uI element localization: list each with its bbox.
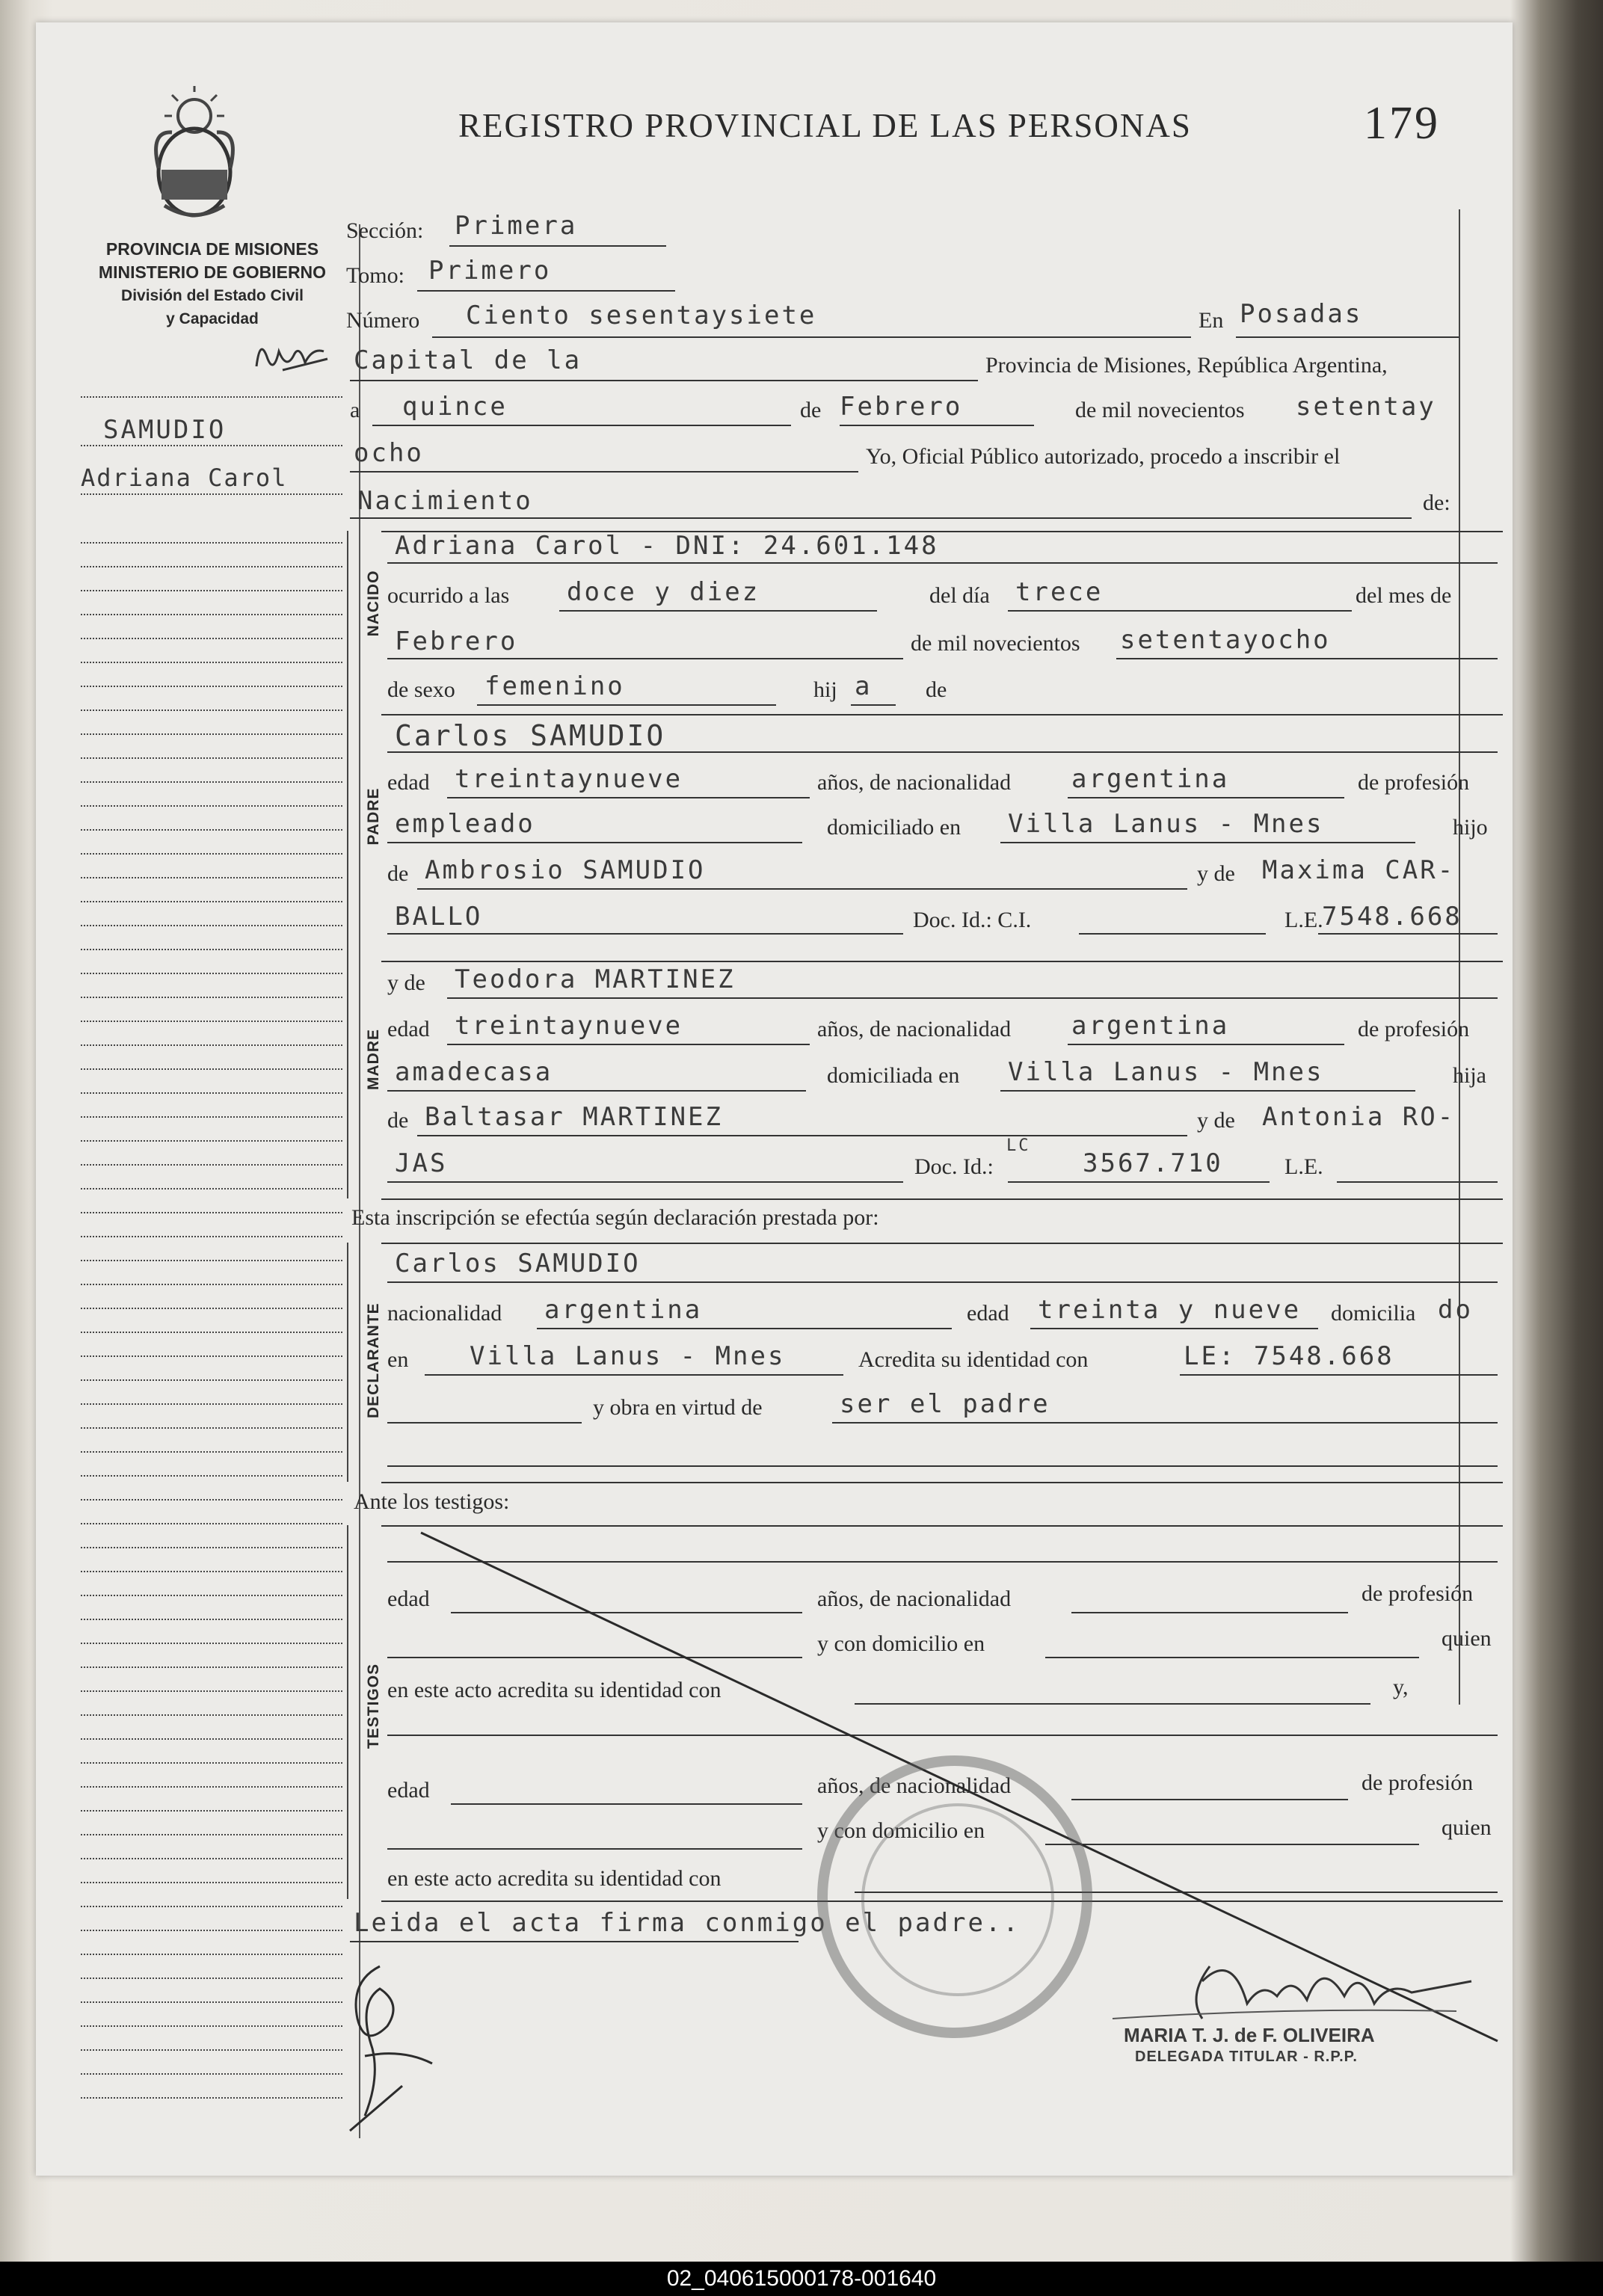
del-dia-label: del día: [929, 583, 990, 608]
madre-doc-label: Doc. Id.:: [914, 1154, 994, 1179]
declarante-en-field: [425, 1374, 843, 1376]
page-number: 179: [1364, 98, 1440, 149]
declarante-obra-label: y obra en virtud de: [593, 1395, 763, 1420]
madre-doc-value: 3567.710: [1083, 1148, 1223, 1178]
testigo1-quien-label: quien: [1442, 1626, 1492, 1651]
year-field: [350, 471, 858, 473]
padre-prof-value: empleado: [395, 809, 535, 839]
margin-line: [81, 710, 342, 711]
dia-field: [1008, 610, 1352, 612]
padre-mother-value-continued: BALLO: [395, 902, 483, 932]
margin-line: [81, 1140, 342, 1142]
day-field: [372, 425, 791, 426]
margin-line: [81, 925, 342, 926]
margin-line: [81, 1068, 342, 1070]
seccion-value: Primera: [455, 211, 578, 241]
numero-label: Número: [346, 308, 420, 333]
nacido-name-field: [387, 562, 1498, 564]
margin-line: [81, 1762, 342, 1764]
padre-ci-field: [1079, 933, 1266, 935]
margin-line: [81, 2097, 342, 2099]
margin-line: [81, 2073, 342, 2075]
left-margin-panel: [66, 224, 360, 2138]
declarante-en-value: Villa Lanus - Mnes: [470, 1341, 786, 1371]
madre-prof-field: [387, 1090, 806, 1092]
margin-line: [81, 1355, 342, 1357]
margin-line: [81, 1858, 342, 1859]
sexo-value: femenino: [484, 671, 625, 701]
numero-value: Ciento sesentaysiete: [466, 301, 817, 330]
right-border: [1459, 209, 1460, 1705]
testigo2-edad-label: edad: [387, 1778, 430, 1803]
madre-mother-value: Antonia RO-: [1262, 1102, 1456, 1132]
padre-de-label: de: [387, 861, 409, 886]
mes-value: Febrero: [395, 627, 518, 656]
margin-line: [81, 1188, 342, 1189]
margin-line: [81, 1332, 342, 1333]
madre-nac-value: argentina: [1071, 1011, 1230, 1041]
margin-given-names: Adriana Carol: [81, 464, 288, 492]
margin-line: [81, 1810, 342, 1812]
testigo2-prof-label: de profesión: [1362, 1770, 1474, 1795]
margin-line: [81, 1666, 342, 1668]
margin-line: [81, 853, 342, 855]
ocurrido-label: ocurrido a las: [387, 583, 510, 608]
section-separator: [381, 961, 1503, 962]
padre-le-label: L.E.: [1284, 908, 1323, 932]
place-value: Capital de la: [354, 345, 582, 375]
margin-line: [81, 1236, 342, 1237]
seccion-label: Sección:: [346, 218, 424, 243]
declarante-nac-field: [537, 1328, 952, 1329]
margin-line: [81, 1547, 342, 1548]
mil-label: de mil novecientos: [1075, 398, 1245, 422]
madre-yde2-label: y de: [1197, 1108, 1235, 1133]
testigo1-acredita-label: en este acto acredita su identidad con: [387, 1678, 721, 1702]
issuer-block: [66, 238, 359, 330]
padre-dom-field: [1000, 842, 1415, 843]
margin-line: [81, 733, 342, 735]
margin-line: [81, 1786, 342, 1788]
en-value: Posadas: [1240, 299, 1363, 329]
padre-nac-field: [1068, 797, 1344, 798]
margin-line: [81, 973, 342, 974]
margin-line: [81, 614, 342, 615]
madre-father-field: [417, 1135, 1187, 1136]
margin-line: [81, 1978, 342, 1979]
sexo-label: de sexo: [387, 677, 455, 702]
margin-line: [81, 1954, 342, 1955]
padre-edad-label: edad: [387, 770, 430, 795]
testigo1-dom-label: y con domicilio en: [817, 1631, 985, 1656]
madre-name: Teodora MARTINEZ: [455, 964, 736, 994]
official-seal: [817, 1755, 1092, 2038]
hij-label: hij: [813, 677, 837, 702]
margin-line: [81, 566, 342, 567]
margin-line: [81, 1906, 342, 1907]
year-value-continued: ocho: [354, 438, 424, 468]
madre-de-label: de: [387, 1108, 409, 1133]
madre-hija-label: hija: [1453, 1063, 1486, 1088]
margin-line: [81, 1930, 342, 1931]
margin-line: [81, 2025, 342, 2027]
mil-label-nacido: de mil novecientos: [911, 631, 1080, 656]
padre-father-field: [417, 888, 1187, 890]
yo-text: Yo, Oficial Público autorizado, procedo a inscribir el: [866, 444, 1341, 469]
en-label: En: [1199, 308, 1224, 333]
del-mes-label: del mes de: [1356, 583, 1452, 608]
margin-line: [81, 1284, 342, 1285]
testigo1-y-label: y,: [1393, 1675, 1409, 1699]
madre-edad-value: treintaynueve: [455, 1011, 683, 1041]
testigo1-edad-label: edad: [387, 1586, 430, 1611]
margin-line: [81, 1451, 342, 1453]
coat-of-arms-icon: [142, 86, 247, 221]
testigo2-anos-label: años, de nacionalidad: [817, 1773, 1012, 1798]
padre-yde-label: y de: [1197, 861, 1235, 886]
mes-field: [387, 658, 903, 659]
margin-line: [81, 1403, 342, 1405]
official-name-stamp: MARIA T. J. de F. OLIVEIRA: [1124, 2024, 1375, 2046]
testigos-intro: Ante los testigos:: [354, 1489, 510, 1514]
margin-line: [81, 901, 342, 902]
madre-edad-field: [447, 1044, 810, 1045]
padre-prof-field: [387, 842, 802, 843]
anio-value: setentayocho: [1120, 625, 1331, 655]
madre-le-field: [1337, 1181, 1498, 1183]
margin-line: [81, 877, 342, 878]
padre-dom-label: domiciliado en: [827, 815, 962, 840]
dia-value: trece: [1015, 577, 1104, 607]
declarante-acredita-value: LE: 7548.668: [1184, 1341, 1394, 1371]
padre-anos-label: años, de nacionalidad: [817, 770, 1012, 795]
declarante-nac-value: argentina: [544, 1295, 703, 1325]
declarante-blank-field: [387, 1422, 582, 1424]
de-colon: de:: [1423, 490, 1450, 515]
act-value: Nacimiento: [357, 486, 533, 516]
margin-line: [81, 1619, 342, 1620]
declarante-name: Carlos SAMUDIO: [395, 1249, 641, 1278]
padre-label: PADRE: [365, 787, 382, 846]
margin-line: [81, 445, 342, 446]
declarante-label: DECLARANTE: [365, 1302, 382, 1418]
padre-nac-value: argentina: [1071, 764, 1230, 794]
padre-mother-value: Maxima CAR-: [1262, 855, 1456, 885]
issuer-province: PROVINCIA DE MISIONES: [105, 239, 319, 259]
section-separator: [381, 1482, 1503, 1483]
margin-line: [81, 1714, 342, 1716]
margin-line: [81, 2001, 342, 2003]
padre-le-value: 7548.668: [1322, 902, 1462, 932]
testigo1-prof-label: de profesión: [1362, 1581, 1474, 1606]
margin-line: [81, 1427, 342, 1429]
margin-line: [81, 1595, 342, 1596]
hora-value: doce y diez: [567, 577, 760, 607]
madre-prof-label: de profesión: [1358, 1017, 1470, 1041]
madre-dom-value: Villa Lanus - Mnes: [1008, 1057, 1324, 1087]
madre-le-label: L.E.: [1284, 1154, 1323, 1179]
year-value: setentay: [1296, 392, 1436, 422]
padre-dom-value: Villa Lanus - Mnes: [1008, 809, 1324, 839]
madre-dom-label: domiciliada en: [827, 1063, 960, 1088]
testigo1-anos-label: años, de nacionalidad: [817, 1586, 1012, 1611]
de-label: de: [800, 398, 822, 422]
numero-field: [432, 336, 1191, 338]
padre-prof-label: de profesión: [1358, 770, 1470, 795]
declarante-name-field: [387, 1281, 1498, 1283]
margin-line: [81, 1379, 342, 1381]
padre-mother-field: [387, 933, 903, 935]
margin-line: [81, 1044, 342, 1046]
margin-line: [81, 805, 342, 807]
margin-line: [81, 396, 342, 398]
madre-mother-value-continued: JAS: [395, 1148, 448, 1178]
margin-line: [81, 949, 342, 950]
margin-line: [81, 1523, 342, 1524]
padre-edad-field: [447, 797, 810, 798]
margin-line: [81, 2049, 342, 2051]
padre-le-field: [1318, 933, 1498, 935]
madre-prof-value: amadecasa: [395, 1057, 553, 1087]
margin-line: [81, 1690, 342, 1692]
declarant-signature: [335, 1936, 499, 2146]
provincia-text: Provincia de Misiones, República Argentina,: [985, 353, 1388, 378]
register-page: [36, 22, 1513, 2176]
testigo2-dom-label: y con domicilio en: [817, 1818, 985, 1843]
image-id-caption: 02_040615000178-001640: [0, 2262, 1603, 2296]
padre-doc-label: Doc. Id.: C.I.: [913, 908, 1032, 932]
madre-label: MADRE: [365, 1029, 382, 1090]
closing-text: Leida el acta firma conmigo el padre..: [354, 1908, 1021, 1938]
a-label: a: [350, 398, 360, 422]
tomo-field: [417, 290, 675, 292]
margin-line: [81, 1116, 342, 1118]
margin-line: [81, 757, 342, 759]
hora-field: [559, 610, 877, 612]
initials-signature: [253, 329, 335, 381]
issuer-ministry: MINISTERIO DE GOBIERNO: [98, 262, 327, 282]
margin-line: [81, 1834, 342, 1835]
padre-name: Carlos SAMUDIO: [395, 719, 666, 752]
month-value: Febrero: [840, 392, 963, 422]
issuer-division: División del Estado Civil: [121, 287, 304, 304]
sexo-field: [477, 704, 776, 706]
margin-line: [81, 781, 342, 783]
margin-line: [81, 1643, 342, 1644]
declaracion-text: Esta inscripción se efectúa según declaración prestada por:: [351, 1205, 879, 1230]
en-field: [1236, 336, 1460, 338]
seccion-field: [449, 245, 666, 247]
page-title: REGISTRO PROVINCIAL DE LAS PERSONAS: [458, 107, 1192, 144]
nacido-name: Adriana Carol - DNI: 24.601.148: [395, 531, 939, 561]
margin-line: [81, 493, 342, 495]
declarante-obra-value: ser el padre: [840, 1389, 1050, 1419]
margin-line: [81, 829, 342, 831]
declarante-acredita-field: [1180, 1374, 1498, 1376]
margin-line: [81, 1092, 342, 1094]
official-title-stamp: DELEGADA TITULAR - R.P.P.: [1135, 2049, 1358, 2065]
declarante-nac-label: nacionalidad: [387, 1301, 502, 1326]
de-label-nacido: de: [926, 677, 947, 702]
margin-line: [81, 997, 342, 998]
margin-line: [81, 1499, 342, 1501]
declarante-extra-field: [387, 1465, 1498, 1467]
madre-father-value: Baltasar MARTINEZ: [425, 1102, 723, 1132]
margin-line: [81, 1571, 342, 1572]
day-value: quince: [402, 392, 508, 422]
testigo2-quien-label: quien: [1442, 1815, 1492, 1840]
section-separator: [381, 714, 1503, 715]
place-field: [350, 380, 978, 381]
anio-field: [1116, 658, 1498, 659]
tomo-value: Primero: [428, 256, 552, 286]
section-separator: [381, 1243, 1503, 1244]
declarante-edad-label: edad: [967, 1301, 1009, 1326]
margin-line: [81, 1475, 342, 1477]
madre-doc-type: LC: [1006, 1136, 1031, 1155]
testigo2-acredita-label: en este acto acredita su identidad con: [387, 1866, 721, 1891]
margin-line: [81, 590, 342, 591]
margin-line: [81, 662, 342, 663]
madre-yde-label: y de: [387, 970, 425, 995]
margin-line: [81, 542, 342, 544]
margin-line: [81, 686, 342, 687]
testigos-label: TESTIGOS: [365, 1663, 382, 1749]
padre-name-field: [387, 751, 1498, 753]
margin-line: [81, 1260, 342, 1261]
madre-mother-field: [387, 1181, 903, 1183]
margin-line: [81, 1164, 342, 1166]
margin-line: [81, 1212, 342, 1213]
margin-line: [81, 1738, 342, 1740]
padre-hijo-label: hijo: [1453, 815, 1488, 840]
hij-field: [851, 704, 896, 706]
margin-line: [81, 1882, 342, 1883]
declarante-obra-field: [832, 1422, 1498, 1424]
declarante-en-label: en: [387, 1347, 409, 1372]
madre-nac-field: [1068, 1044, 1344, 1045]
margin-line: [81, 1308, 342, 1309]
madre-doc-field: [1008, 1181, 1270, 1183]
madre-dom-field: [1000, 1090, 1415, 1092]
hij-value: a: [855, 671, 873, 701]
tomo-label: Tomo:: [346, 263, 404, 288]
issuer-capacity: y Capacidad: [166, 310, 259, 327]
month-field: [840, 425, 1034, 426]
declarante-edad-value: treinta y nueve: [1038, 1295, 1302, 1325]
nacido-label: NACIDO: [365, 570, 382, 637]
padre-edad-value: treintaynueve: [455, 764, 683, 794]
madre-name-field: [447, 997, 1498, 999]
act-field: [350, 517, 1412, 519]
margin-surname: SAMUDIO: [103, 415, 227, 445]
madre-anos-label: años, de nacionalidad: [817, 1017, 1012, 1041]
padre-father-value: Ambrosio SAMUDIO: [425, 855, 706, 885]
declarante-dom-suffix: do: [1438, 1295, 1473, 1325]
madre-edad-label: edad: [387, 1017, 430, 1041]
declarante-acredita-label: Acredita su identidad con: [858, 1347, 1089, 1372]
declarante-dom-label: domicilia: [1331, 1301, 1416, 1326]
section-separator: [381, 1198, 1503, 1200]
declarante-edad-field: [1030, 1328, 1318, 1329]
margin-line: [81, 638, 342, 639]
margin-line: [81, 1021, 342, 1022]
